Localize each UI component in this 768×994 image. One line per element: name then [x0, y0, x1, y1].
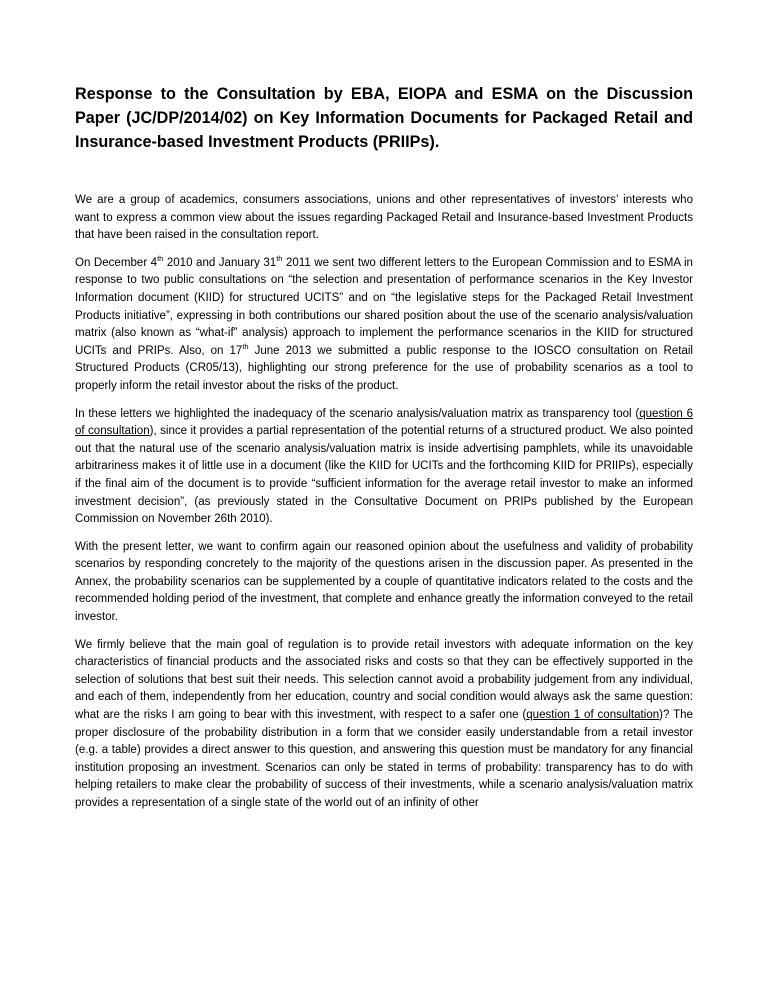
question-6-reference: question 6 of consultation [75, 407, 693, 438]
paragraph-5 [75, 637, 693, 813]
paragraph-2 [75, 255, 693, 396]
paragraph-4: With the present letter, we want to confirm again our reasoned opinion about the usefulness and validity of probability scenarios by responding concretely to the majority of the questions arisen in the discussion paper. As presented in the Annex, the probability scenarios can be supplemented by a couple of quantitative indicators related to the costs and the recommended holding period of the investment, that complete and enhance greatly the information conveyed to the retail investor. [75, 540, 693, 624]
paragraph-2-text: 2010 and January 31 [163, 256, 277, 269]
paragraph-2-text: 2011 we sent two different letters to the European Commission and to ESMA in response to two public consultations on “the selection and presentation of performance scenarios in the Key Investor Information document (KIID) for structured UCITS” and on “the legislative steps for the Packaged Retail Investment Products initiative”, expressing in both contributions our shared position about the use of the scenario analysis/valuation matrix (also known as “what-if” analysis) approach to implement the performance scenarios in the KIID for structured UCITs and PRIPs. Also, on 17 [75, 256, 693, 357]
paragraph-3-text: ), since it provides a partial representation of the potential returns of a structured product. We also pointed out that the natural use of the scenario analysis/valuation matrix is inside advertising pamphlets, while its unavoidable arbitrariness makes it of little use in a document (like the KIID for UCITs and the forthcoming KIID for PRIIPs), especially if the final aim of the document is to provide “sufficient information for the average retail investor to make an informed investment decision”, (as previously stated in the Consultative Document on PRIPs published by the European Commission on November 26th 2010). [75, 425, 693, 526]
paragraph-3-text: In these letters we highlighted the inadequacy of the scenario analysis/valuation matrix as transparency tool ( [75, 407, 640, 420]
superscript: th [276, 253, 283, 263]
document-page [75, 82, 693, 823]
paragraph-3 [75, 406, 693, 529]
paragraph-2-text: On December 4 [75, 256, 158, 269]
document-title: Response to the Consultation by EBA, EIOPA and ESMA on the Discussion Paper (JC/DP/2014/02) on Key Information Documents for Packaged Retail and Insurance-based Investment Products (PRIIPs). [75, 85, 693, 151]
superscript: th [242, 341, 249, 351]
paragraph-2-text: June 2013 we submitted a public response to the IOSCO consultation on Retail Structured Products (CR05/13), highlighting our strong preference for the use of probability scenarios as a tool to properly inform the retail investor about the risks of the product. [75, 344, 693, 392]
superscript: th [157, 253, 164, 263]
paragraph-5-text: )? The proper disclosure of the probability distribution in a form that we consider easily understandable from a retail investor (e.g. a table) provides a direct answer to this question, and answering this question must be mandatory for any financial institution proposing an investment. Scenarios can only be stated in terms of probability: transparency has to do with helping retailers to make clear the probability of success of their investments, while a scenario analysis/valuation matrix provides a representation of a single state of the world out of an infinity of other [75, 709, 693, 809]
paragraph-1: We are a group of academics, consumers associations, unions and other representatives of investors’ interests who want to express a common view about the issues regarding Packaged Retail and Insurance-based Investment Products that have been raised in the consultation report. [75, 194, 693, 242]
question-1-reference: question 1 of consultation [526, 709, 660, 722]
paragraph-5-text: We firmly believe that the main goal of regulation is to provide retail investors with adequate information on the key characteristics of financial products and the associated risks and costs so that they can be effectively supported in the selection of solutions that best suit their needs. This selection cannot avoid a probability judgement from any individual, and each of them, independently from her education, country and social condition would always ask the same question: what are the risks I am going to bear with this investment, with respect to a safer one ( [75, 638, 693, 722]
